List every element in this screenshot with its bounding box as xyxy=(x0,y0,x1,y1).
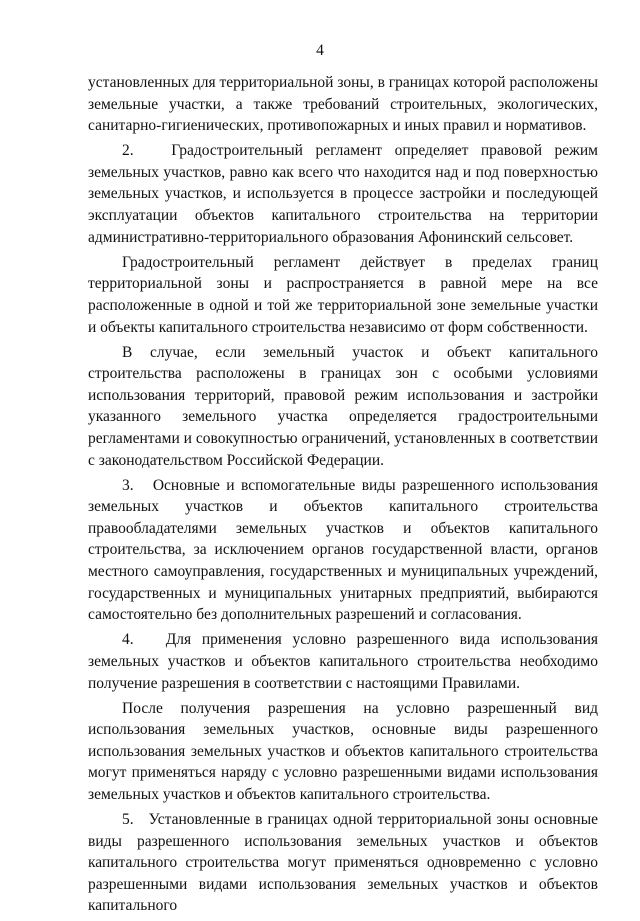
paragraph-continuation: установленных для территориальной зоны, в границах которой расположены земельные участки, а также требований строительных, экологических, санитарно-гигиенических, противопожарных и иных правил и нормативов. xyxy=(88,74,598,135)
paragraph-item-2: 2. Градостроительный регламент определяет правовой режим земельных участков, равно как всего что находится над и под поверхностью земельных участков, и используется в процессе застройки и последующей эксплуатации объектов капитального строительства на территории административно-территориального образования Афонинский сельсовет. xyxy=(88,142,598,246)
paragraph-regulation-scope: Градостроительный регламент действует в пределах границ территориальной зоны и распространяется в равной мере на все расположенные в одной и той же территориальной зоне земельные участки и объекты капитального строительства независимо от форм собственности. xyxy=(88,253,598,336)
document-body xyxy=(88,72,598,921)
paragraph-item-3: 3. Основные и вспомогательные виды разрешенного использования земельных участков и объектов капитального строительства правообладателями земельных участков и объектов капитального строительства, за исключением органов государственной власти, органов местного самоуправления, государственных и муниципальных учреждений, государственных и муниципальных унитарных предприятий, выбираются самостоятельно без дополнительных разрешений и согласования. xyxy=(88,476,598,624)
paragraph-special-zones: В случае, если земельный участок и объект капитального строительства расположены в границах зон с особыми условиями использования территорий, правовой режим использования и застройки указанного земельного участка определяется градостроительными регламентами и совокупностью ограничений, установленных в соответствии с законодательством Российской Федерации. xyxy=(88,343,598,469)
page-number: 4 xyxy=(316,42,324,59)
paragraph-after-permission: После получения разрешения на условно разрешенный вид использования земельных участков, основные виды разрешенного использования земельных участков и объектов капитального строительства могут применяться наряду с условно разрешенными видами использования земельных участков и объектов капитального строительства. xyxy=(88,699,598,803)
paragraph-item-5: 5. Установленные в границах одной территориальной зоны основные виды разрешенного использования земельных участков и объектов капитального строительства могут применяться одновременно с условно разрешенными видами использования земельных участков и объектов капитального xyxy=(88,811,598,915)
paragraph-item-4: 4. Для применения условно разрешенного вида использования земельных участков и объектов капитального строительства необходимо получение разрешения в соответствии с настоящими Правилами. xyxy=(88,631,598,692)
